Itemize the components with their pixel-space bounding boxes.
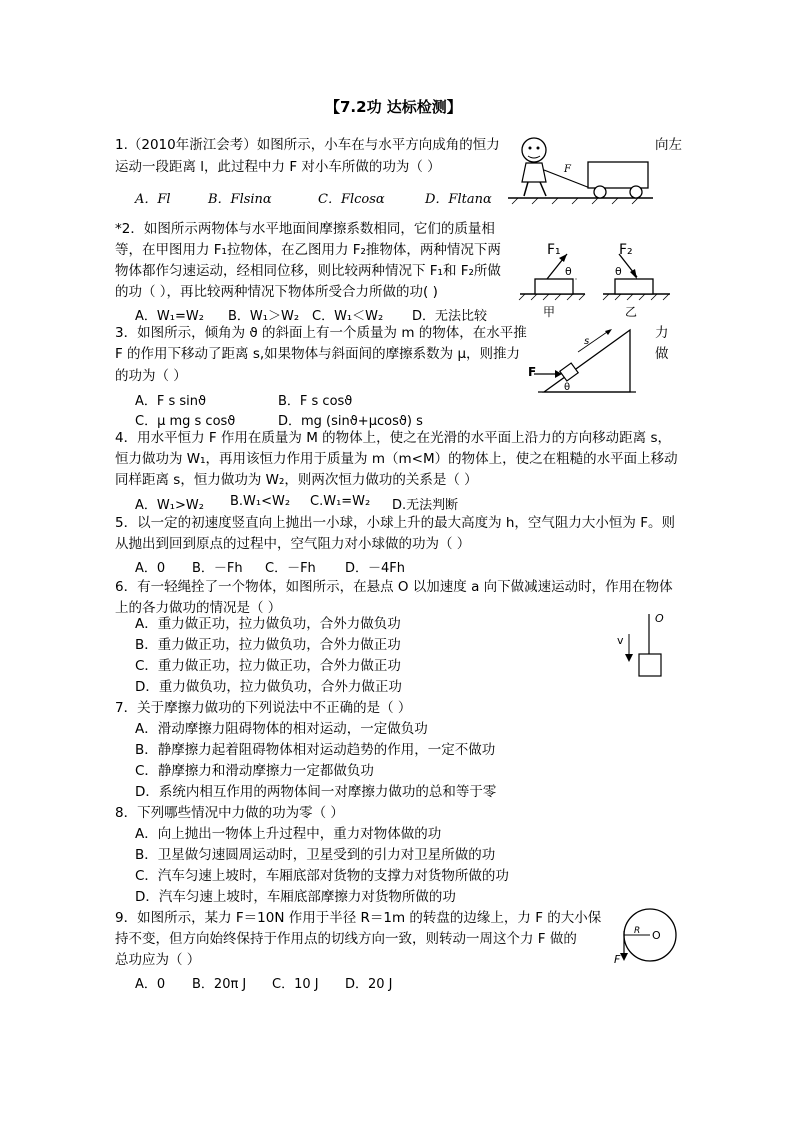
q2-line2: 等，在甲图用力 F₁拉物体，在乙图用力 F₂推物体，两种情况下两	[115, 242, 501, 258]
q5-option-a: A．0	[135, 561, 166, 576]
q3-label-f: F	[528, 365, 537, 379]
q7-option-c: C．静摩擦力和滑动摩擦力一定都做负功	[135, 763, 374, 779]
q4-option-a: A．W₁>W₂	[135, 498, 204, 513]
q9-label-f: F	[614, 953, 621, 966]
q9-option-b: B．20π J	[192, 977, 247, 992]
q2-option-c: C．W₁＜W₂	[312, 309, 384, 324]
q6-line1: 6．有一轻绳拴了一个物体，如图所示，在悬点 O 以加速度 a 向下做减速运动时，作用在物体	[115, 579, 673, 595]
q3-option-d: D．mg (sinϑ+μcosϑ) s	[278, 414, 423, 429]
q3-label-s: s	[584, 336, 590, 347]
q4-option-d: D.无法判断	[392, 498, 459, 513]
q8-option-d: D．汽车匀速上坡时，车厢底部摩擦力对货物所做的功	[135, 889, 456, 905]
q1-line1: 1.（2010年浙江会考）如图所示，小车在与水平方向成角的恒力	[115, 137, 500, 153]
q2-option-d: D．无法比较	[412, 309, 488, 324]
q6-figure-hanging-block	[615, 610, 675, 680]
q6-option-b: B．重力做正功，拉力做负功，合外力做正功	[135, 637, 401, 653]
q5-option-d: D．－4Fh	[345, 561, 405, 576]
q2-label-jia: 甲	[543, 305, 556, 319]
q2-label-f1: F₁	[547, 242, 561, 258]
q2-line1: *2．如图所示两物体与水平地面间摩擦系数相同，它们的质量相	[115, 221, 495, 237]
q8-option-b: B．卫星做匀速圆周运动时，卫星受到的引力对卫星所做的功	[135, 847, 496, 863]
q1-option-d: D．Fltanα	[425, 192, 492, 207]
q3-figure-incline	[530, 318, 650, 396]
q9-option-a: A．0	[135, 977, 166, 992]
q6-label-o: O	[655, 612, 664, 625]
q6-option-a: A．重力做正功，拉力做负功，合外力做负功	[135, 616, 401, 632]
q5-line1: 5．以一定的初速度竖直向上抛出一小球，小球上升的最大高度为 h，空气阻力大小恒为 F。则	[115, 515, 675, 531]
q2-label-theta2: θ	[615, 265, 622, 278]
q4-line3: 同样距离 s，恒力做功为 W₂，则两次恒力做功的关系是（ ）	[115, 472, 478, 488]
q9-line1: 9．如图所示，某力 F＝10N 作用于半径 R＝1m 的转盘的边缘上，力 F 的大小保	[115, 910, 602, 926]
q7-option-d: D．系统内相互作用的两物体间一对摩擦力做功的总和等于零	[135, 784, 497, 800]
q9-label-r: R	[634, 926, 641, 936]
q3-label-theta: θ	[564, 382, 571, 393]
q9-figure-disk	[612, 905, 682, 971]
q9-line2: 持不变，但方向始终保持于作用点的切线方向一致，则转动一周这个力 F 做的	[115, 931, 577, 947]
q4-option-b: B.W₁<W₂	[230, 494, 291, 509]
q4-line1: 4．用水平恒力 F 作用在质量为 M 的物体上，使之在光滑的水平面上沿力的方向移动距离 s，	[115, 430, 671, 446]
q2-label-theta1: θ	[565, 265, 572, 278]
page-title: 【7.2功 达标检测】	[325, 98, 462, 116]
q1-option-a: A．Fl	[135, 192, 171, 207]
q9-line3: 总功应为（ ）	[115, 952, 201, 968]
q8-option-c: C．汽车匀速上坡时，车厢底部对货物的支撑力对货物所做的功	[135, 868, 509, 884]
q5-line2: 从抛出到回到原点的过程中，空气阻力对小球做的功为（ ）	[115, 536, 471, 552]
q7-line1: 7．关于摩擦力做功的下列说法中不正确的是（ ）	[115, 700, 412, 716]
q2-option-b: B．W₁＞W₂	[228, 309, 300, 324]
q6-option-d: D．重力做负功，拉力做负功，合外力做正功	[135, 679, 402, 695]
q8-option-a: A．向上抛出一物体上升过程中，重力对物体做的功	[135, 826, 442, 842]
q9-option-d: D．20 J	[345, 977, 393, 992]
q1-option-c: C．Flcosα	[318, 192, 385, 207]
q1-line2: 运动一段距离 l，此过程中力 F 对小车所做的功为（ ）	[115, 159, 441, 175]
q8-line1: 8．下列哪些情况中力做的功为零（ ）	[115, 805, 344, 821]
q3-option-c: C．μ mg s cosϑ	[135, 414, 236, 429]
q1-figure-cart	[508, 130, 656, 206]
q2-label-yi: 乙	[625, 305, 638, 319]
q2-line4: 的功（ ），再比较两种情况下物体所受合力所做的功( )	[115, 284, 438, 300]
q7-option-a: A．滑动摩擦力阻碍物体的相对运动，一定做负功	[135, 721, 428, 737]
q6-option-c: C．重力做正功，拉力做正功，合外力做正功	[135, 658, 401, 674]
q2-option-a: A．W₁=W₂	[135, 309, 204, 324]
q3-line1: 3．如图所示，倾角为 ϑ 的斜面上有一个质量为 m 的物体，在水平推	[115, 325, 527, 341]
q5-option-b: B．－Fh	[192, 561, 243, 576]
q6-label-v: v	[617, 634, 624, 647]
q3-line2-tail: 做	[655, 346, 669, 362]
q7-option-b: B．静摩擦力起着阻碍物体相对运动趋势的作用，一定不做功	[135, 742, 496, 758]
q9-option-c: C．10 J	[272, 977, 319, 992]
q2-figure-blocks	[515, 232, 675, 322]
q1-option-b: B．Flsinα	[208, 192, 272, 207]
q3-option-b: B．F s cosϑ	[278, 394, 353, 409]
q4-line2: 恒力做功为 W₁，再用该恒力作用于质量为 m（m<M）的物体上，使之在粗糙的水平面上移动	[115, 451, 678, 467]
q2-label-f2: F₂	[619, 242, 633, 258]
q5-option-c: C．－Fh	[265, 561, 316, 576]
q1-line1-tail: 向左	[655, 137, 682, 153]
q4-option-c: C.W₁=W₂	[310, 494, 371, 509]
q9-label-o: O	[652, 929, 661, 942]
q1-figure-label: F	[564, 164, 571, 175]
q3-option-a: A．F s sinϑ	[135, 394, 207, 409]
q6-line2: 上的各力做功的情况是（ ）	[115, 600, 282, 616]
q3-line2: F 的作用下移动了距离 s,如果物体与斜面间的摩擦系数为 μ，则推力	[115, 346, 521, 362]
q2-line3: 物体都作匀速运动，经相同位移，则比较两种情况下 F₁和 F₂所做	[115, 263, 501, 279]
q3-line1-tail: 力	[655, 325, 669, 341]
q3-line3: 的功为（ ）	[115, 368, 187, 384]
